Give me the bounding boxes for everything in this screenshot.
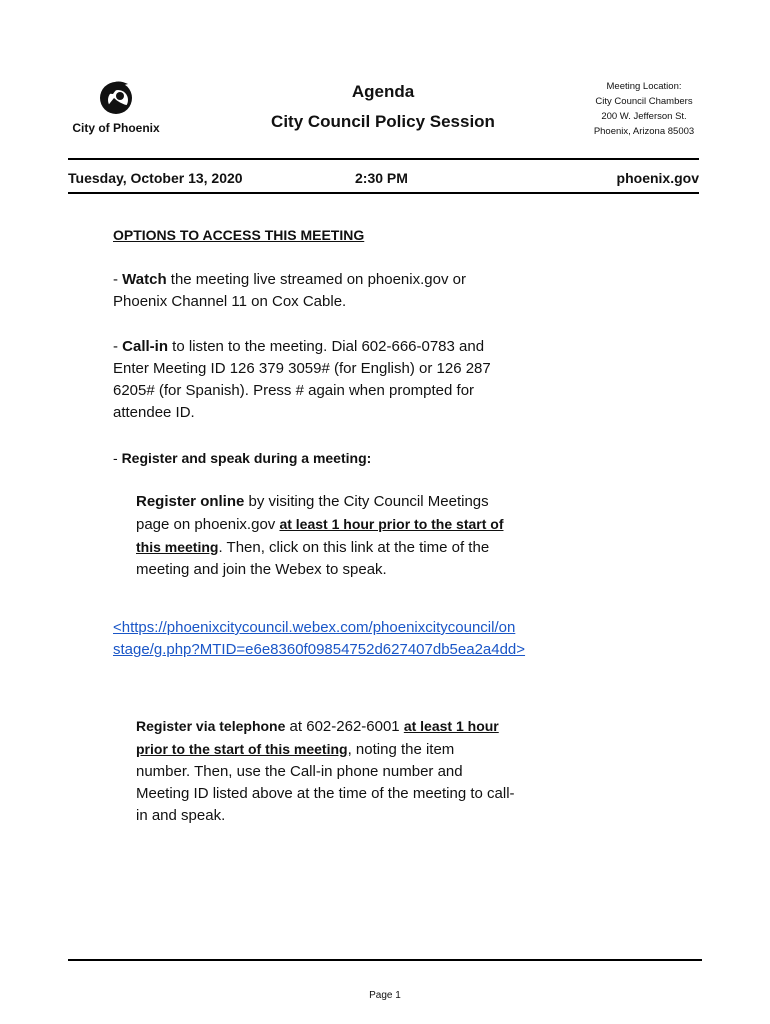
callin-text: to listen to the meeting. Dial 602-666-0783 and [168,338,485,355]
register-phone-text: Meeting ID listed above at the time of the meeting to call- [136,785,515,802]
section-heading: OPTIONS TO ACCESS THIS MEETING [113,227,365,243]
register-online-deadline: this meeting [136,539,219,555]
logo-wordmark: City of Phoenix [72,121,160,135]
webex-link[interactable] [113,617,573,661]
register-phone [136,715,556,827]
location-line: 200 W. Jefferson St. [601,111,687,122]
register-online [136,491,556,581]
callin-text: Enter Meeting ID 126 379 3059# (for English) or 126 287 [113,360,491,377]
register-online-label: Register online [136,493,245,510]
dash: - [113,450,122,466]
webex-link-line[interactable]: stage/g.php?MTID=e6e8360f09854752d627407db5ea2a4dd> [113,641,526,658]
website-link[interactable]: phoenix.gov [616,170,699,186]
register-heading [113,450,371,466]
register-phone-text: number. Then, use the Call-in phone number and [136,763,463,780]
meeting-date: Tuesday, October 13, 2020 [68,170,243,186]
register-online-deadline: at least 1 hour prior to the start of [279,516,504,532]
location-line: Phoenix, Arizona 85003 [593,126,695,137]
callin-text: attendee ID. [113,404,195,421]
page-subtitle: City Council Policy Session [271,112,495,131]
watch-option [113,269,513,313]
register-phone-text: , noting the item [347,741,455,758]
callin-option [113,336,533,424]
page-title: Agenda [351,82,415,101]
register-online-text: . Then, click on this link at the time of the [218,539,490,556]
watch-label: Watch [122,271,167,288]
register-phone-label: Register via telephone [136,718,286,734]
dash: - [113,271,123,288]
register-online-text: meeting and join the Webex to speak. [136,561,387,578]
register-heading-label: Register and speak during a meeting: [121,450,372,466]
divider-bottom [68,192,699,194]
meeting-location [580,79,708,139]
page-number: Page 1 [369,990,401,1001]
register-online-text: page on phoenix.gov [136,516,280,533]
callin-text: 6205# (for Spanish). Press # again when prompted for [113,382,475,399]
callin-label: Call-in [122,338,169,355]
divider-top [68,158,699,160]
watch-text: the meeting live streamed on phoenix.gov or Phoenix Channel 11 on Cox Cable. [113,271,466,310]
location-line: City Council Chambers [595,96,693,107]
meeting-time: 2:30 PM [355,170,408,186]
register-phone-deadline: prior to the start of this meeting [136,741,348,757]
dash: - [113,338,123,355]
register-phone-text: at 602-262-6001 [285,718,404,735]
location-line: Meeting Location: [606,81,682,92]
footer-divider [68,959,702,961]
webex-link-line[interactable]: <https://phoenixcitycouncil.webex.com/phoenixcitycouncil/on [113,619,516,636]
register-online-text: by visiting the City Council Meetings [244,493,489,510]
register-phone-text: in and speak. [136,807,226,824]
register-phone-deadline: at least 1 hour [403,718,499,734]
